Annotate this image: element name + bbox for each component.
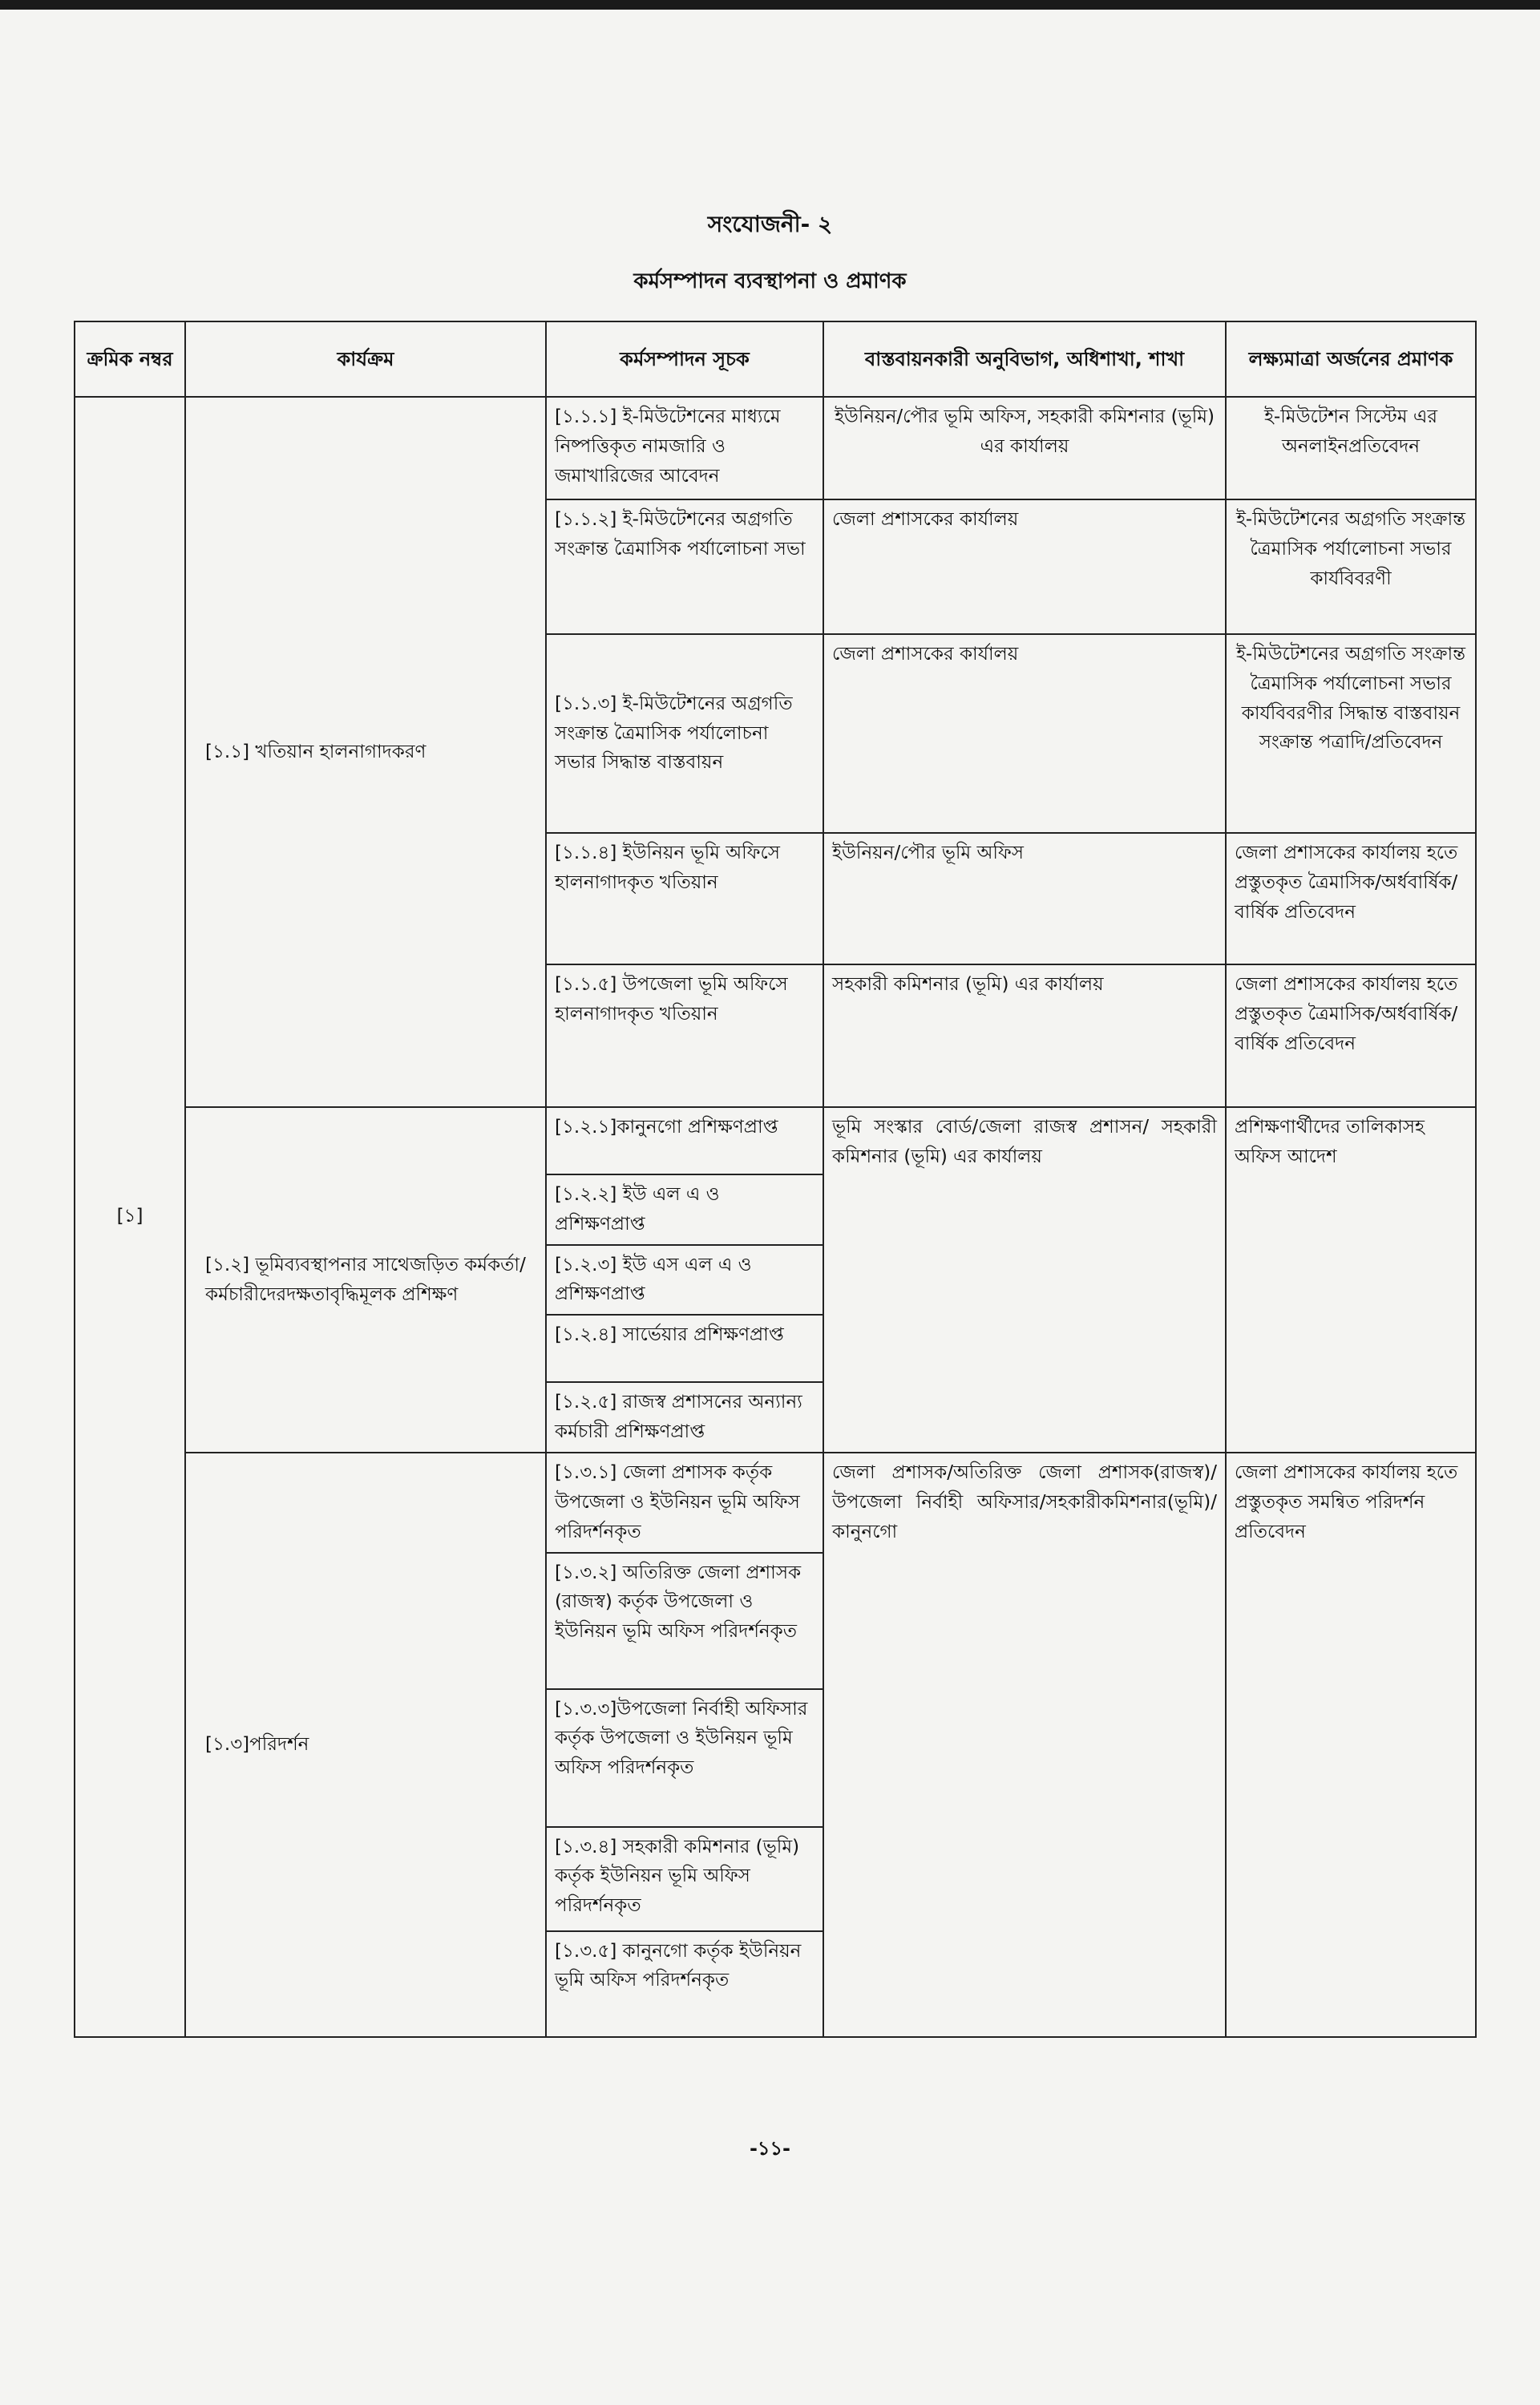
col-evidence: লক্ষ্যমাত্রা অর্জনের প্রমাণক bbox=[1226, 321, 1476, 397]
col-serial: ক্রমিক নম্বর bbox=[75, 321, 185, 397]
evidence-1-1-5: জেলা প্রশাসকের কার্যালয় হতে প্রস্তুতকৃত ত্রৈমাসিক/অর্ধবার্ষিক/বার্ষিক প্রতিবেদন bbox=[1226, 964, 1476, 1107]
scan-edge bbox=[0, 0, 1540, 10]
indicator-1-1-5: [১.১.৫] উপজেলা ভূমি অফিসে হালনাগাদকৃত খতিয়ান bbox=[546, 964, 823, 1107]
indicator-1-3-1: [১.৩.১] জেলা প্রশাসক কর্তৃক উপজেলা ও ইউনিয়ন ভূমি অফিস পরিদর্শনকৃত bbox=[546, 1453, 823, 1552]
col-implementer: বাস্তবায়নকারী অনুবিভাগ, অধিশাখা, শাখা bbox=[823, 321, 1226, 397]
indicator-1-2-3: [১.২.৩] ইউ এস এল এ ও প্রশিক্ষণপ্রাপ্ত bbox=[546, 1245, 823, 1316]
evidence-1-2: প্রশিক্ষণার্থীদের তালিকাসহ অফিস আদেশ bbox=[1226, 1107, 1476, 1453]
implementer-1-1-3: জেলা প্রশাসকের কার্যালয় bbox=[823, 634, 1226, 833]
implementer-1-1-4: ইউনিয়ন/পৌর ভূমি অফিস bbox=[823, 833, 1226, 964]
indicator-1-3-4: [১.৩.৪] সহকারী কমিশনার (ভূমি) কর্তৃক ইউনিয়ন ভূমি অফিস পরিদর্শনকৃত bbox=[546, 1827, 823, 1931]
evidence-1-1-3: ই-মিউটেশনের অগ্রগতি সংক্রান্ত ত্রৈমাসিক পর্যালোচনা সভার কার্যবিবরণীর সিদ্ধান্ত বাস্তবায়ন সংক্রান্ত পত্রাদি/প্রতিবেদন bbox=[1226, 634, 1476, 833]
page-number: -১১- bbox=[749, 2137, 791, 2160]
evidence-1-1-4: জেলা প্রশাসকের কার্যালয় হতে প্রস্তুতকৃত ত্রৈমাসিক/অর্ধবার্ষিক/বার্ষিক প্রতিবেদন bbox=[1226, 833, 1476, 964]
activity-1-2: [১.২] ভূমিব্যবস্থাপনার সাথেজড়িত কর্মকর্তা/কর্মচারীদেরদক্ষতাবৃদ্ধিমূলক প্রশিক্ষণ bbox=[185, 1107, 546, 1453]
evidence-1-1-2: ই-মিউটেশনের অগ্রগতি সংক্রান্ত ত্রৈমাসিক পর্যালোচনা সভার কার্যবিবরণী bbox=[1226, 499, 1476, 634]
indicator-1-1-3: [১.১.৩] ই-মিউটেশনের অগ্রগতি সংক্রান্ত ত্রৈমাসিক পর্যালোচনা সভার সিদ্ধান্ত বাস্তবায়ন bbox=[546, 634, 823, 833]
indicator-1-1-1: [১.১.১] ই-মিউটেশনের মাধ্যমে নিষ্পত্তিকৃত নামজারি ও জমাখারিজের আবেদন bbox=[546, 397, 823, 499]
indicator-1-1-4: [১.১.৪] ইউনিয়ন ভূমি অফিসে হালনাগাদকৃত খতিয়ান bbox=[546, 833, 823, 964]
indicator-1-2-4: [১.২.৪] সার্ভেয়ার প্রশিক্ষণপ্রাপ্ত bbox=[546, 1315, 823, 1382]
implementer-1-1-2: জেলা প্রশাসকের কার্যালয় bbox=[823, 499, 1226, 634]
annex-heading: সংযোজনী- ২ bbox=[707, 211, 833, 237]
evidence-1-3: জেলা প্রশাসকের কার্যালয় হতে প্রস্তুতকৃত সমন্বিত পরিদর্শন প্রতিবেদন bbox=[1226, 1453, 1476, 2036]
evidence-1-1-1: ই-মিউটেশন সিস্টেম এর অনলাইনপ্রতিবেদন bbox=[1226, 397, 1476, 499]
col-indicator: কর্মসম্পাদন সূচক bbox=[546, 321, 823, 397]
indicator-1-2-5: [১.২.৫] রাজস্ব প্রশাসনের অন্যান্য কর্মচারী প্রশিক্ষণপ্রাপ্ত bbox=[546, 1382, 823, 1453]
implementer-1-1-5: সহকারী কমিশনার (ভূমি) এর কার্যালয় bbox=[823, 964, 1226, 1107]
indicator-1-1-2: [১.১.২] ই-মিউটেশনের অগ্রগতি সংক্রান্ত ত্রৈমাসিক পর্যালোচনা সভা bbox=[546, 499, 823, 634]
table-header-row bbox=[75, 321, 1476, 397]
indicator-1-2-2: [১.২.২] ইউ এল এ ও প্রশিক্ষণপ্রাপ্ত bbox=[546, 1174, 823, 1245]
indicator-1-3-3: [১.৩.৩]উপজেলা নির্বাহী অফিসার কর্তৃক উপজেলা ও ইউনিয়ন ভূমি অফিস পরিদর্শনকৃত bbox=[546, 1689, 823, 1827]
table-row bbox=[75, 1107, 1476, 1174]
table-row bbox=[75, 397, 1476, 499]
table-row bbox=[75, 1453, 1476, 1552]
activity-1-3: [১.৩]পরিদর্শন bbox=[185, 1453, 546, 2036]
col-activity: কার্যক্রম bbox=[185, 321, 546, 397]
indicator-1-3-5: [১.৩.৫] কানুনগো কর্তৃক ইউনিয়ন ভূমি অফিস পরিদর্শনকৃত bbox=[546, 1931, 823, 2037]
document-title: কর্মসম্পাদন ব্যবস্থাপনা ও প্রমাণক bbox=[633, 269, 907, 293]
performance-table bbox=[74, 321, 1477, 2038]
activity-1-1: [১.১] খতিয়ান হালনাগাদকরণ bbox=[185, 397, 546, 1107]
implementer-1-1-1: ইউনিয়ন/পৌর ভূমি অফিস, সহকারী কমিশনার (ভূমি) এর কার্যালয় bbox=[823, 397, 1226, 499]
serial-cell: [১] bbox=[75, 397, 185, 2037]
implementer-1-3: জেলা প্রশাসক/অতিরিক্ত জেলা প্রশাসক(রাজস্ব)/উপজেলা নির্বাহী অফিসার/সহকারীকমিশনার(ভূমি)/কানুনগো bbox=[823, 1453, 1226, 2036]
indicator-1-2-1: [১.২.১]কানুনগো প্রশিক্ষণপ্রাপ্ত bbox=[546, 1107, 823, 1174]
indicator-1-3-2: [১.৩.২] অতিরিক্ত জেলা প্রশাসক (রাজস্ব) কর্তৃক উপজেলা ও ইউনিয়ন ভূমি অফিস পরিদর্শনকৃত bbox=[546, 1553, 823, 1689]
implementer-1-2: ভূমি সংস্কার বোর্ড/জেলা রাজস্ব প্রশাসন/ সহকারী কমিশনার (ভূমি) এর কার্যালয় bbox=[823, 1107, 1226, 1453]
